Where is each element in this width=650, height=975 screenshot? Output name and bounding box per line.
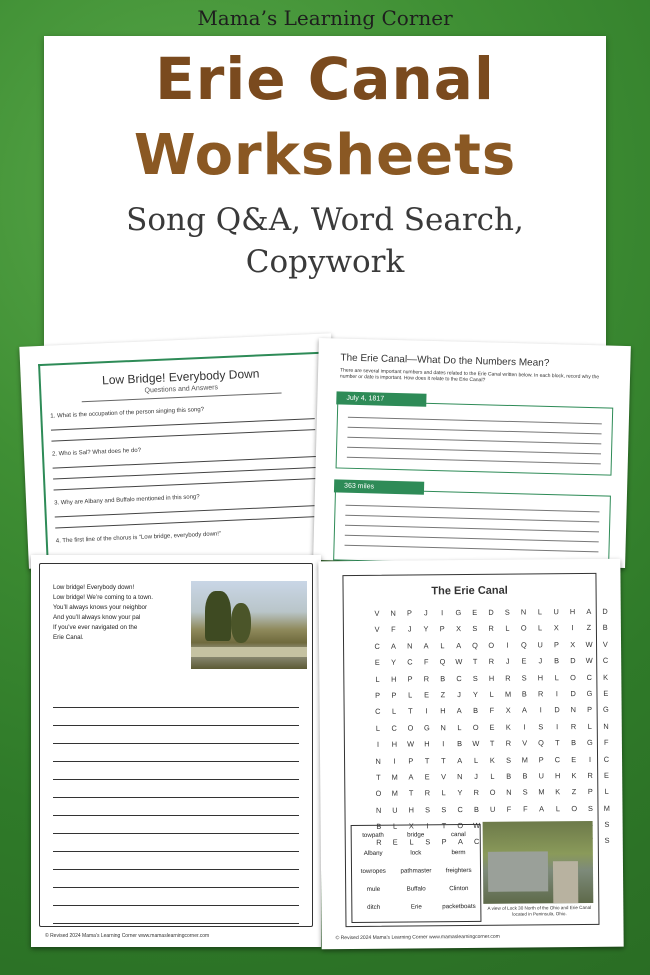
- river-shape: [191, 647, 307, 657]
- grid-letter: I: [441, 608, 444, 618]
- grid-letter: G: [423, 723, 430, 733]
- grid-letter: J: [457, 690, 462, 700]
- grid-letter: F: [423, 657, 429, 667]
- grid-letter: J: [505, 656, 510, 666]
- grid-letter: D: [570, 656, 576, 666]
- word-item: towropes: [360, 867, 386, 875]
- answer-line: [53, 467, 317, 480]
- grid-letter: H: [440, 706, 446, 716]
- qa-question-3: 3. Why are Albany and Buffalo mentioned in this song?: [54, 494, 200, 507]
- grid-letter: M: [538, 787, 545, 797]
- grid-letter: B: [440, 673, 446, 683]
- grid-letter: L: [409, 837, 414, 848]
- grid-letter: G: [586, 738, 593, 748]
- grid-letter: I: [442, 739, 445, 749]
- word-item: towpath: [362, 831, 384, 839]
- grid-letter: P: [375, 690, 381, 700]
- word-item: canal: [450, 830, 466, 838]
- subtitle-line-2: Copywork: [245, 243, 405, 280]
- number-box: [336, 394, 614, 475]
- grid-letter: E: [603, 770, 609, 780]
- grid-letter: N: [375, 756, 381, 766]
- grid-letter: E: [374, 657, 380, 668]
- grid-letter: R: [473, 788, 479, 798]
- copywork-worksheet-preview: [31, 555, 321, 947]
- answer-line: [51, 429, 315, 442]
- grid-letter: X: [570, 639, 576, 649]
- grid-letter: D: [554, 705, 560, 715]
- grid-letter: O: [375, 789, 382, 799]
- grid-letter: I: [393, 756, 396, 766]
- grid-letter: M: [521, 755, 528, 765]
- answer-line: [53, 456, 317, 469]
- grid-letter: V: [374, 625, 380, 635]
- grid-letter: S: [472, 673, 478, 683]
- grid-letter: L: [555, 803, 560, 813]
- word-item: pathmaster: [400, 866, 432, 875]
- writing-line: [53, 780, 299, 798]
- subtitle-line-1: Song Q&A, Word Search,: [126, 202, 524, 238]
- grid-letter: F: [523, 804, 528, 814]
- grid-letter: L: [441, 788, 446, 798]
- writing-line: [53, 762, 299, 780]
- writing-line: [53, 870, 299, 888]
- grid-letter: T: [472, 657, 478, 667]
- grid-letter: A: [408, 772, 414, 782]
- grid-letter: S: [504, 607, 510, 617]
- grid-letter: L: [375, 674, 380, 684]
- grid-letter: A: [539, 804, 545, 814]
- grid-letter: E: [521, 656, 527, 666]
- grid-letter: O: [520, 623, 527, 633]
- grid-letter: S: [521, 673, 527, 683]
- grid-letter: I: [556, 721, 559, 731]
- grid-letter: B: [602, 623, 608, 633]
- grid-letter: C: [457, 804, 463, 814]
- grid-letter: I: [555, 689, 558, 699]
- grid-letter: L: [473, 755, 479, 765]
- grid-letter: C: [374, 641, 380, 651]
- poem-line: Low bridge! We’re coming to a town.: [53, 594, 153, 601]
- grid-letter: E: [489, 722, 495, 732]
- lock-wall-shape: [488, 851, 548, 892]
- copywork-lines: [53, 690, 299, 924]
- number-tag: July 4, 1817: [336, 391, 426, 406]
- word-item: ditch: [367, 903, 381, 911]
- grid-letter: Z: [440, 690, 446, 700]
- writing-line: [53, 834, 299, 852]
- grid-letter: N: [603, 721, 609, 731]
- grid-letter: J: [474, 771, 479, 781]
- grid-letter: R: [537, 689, 544, 699]
- grid-letter: L: [408, 690, 413, 700]
- grid-letter: S: [604, 819, 610, 829]
- grid-letter: C: [473, 837, 480, 847]
- word-item: freighters: [445, 866, 472, 874]
- grid-letter: L: [490, 771, 495, 781]
- grid-letter: E: [392, 838, 398, 848]
- grid-letter: D: [602, 606, 608, 616]
- grid-letter: L: [587, 721, 592, 731]
- grid-letter: M: [504, 689, 512, 699]
- grid-letter: U: [392, 805, 398, 815]
- grid-letter: P: [406, 608, 413, 618]
- grid-letter: H: [424, 739, 430, 749]
- tree-shape: [205, 591, 231, 641]
- title-line-2: Worksheets: [133, 123, 517, 188]
- grid-letter: I: [506, 640, 509, 650]
- grid-letter: G: [586, 688, 593, 698]
- grid-letter: F: [489, 706, 495, 716]
- grid-letter: J: [423, 608, 428, 618]
- letter-grid: [369, 607, 616, 855]
- grid-letter: M: [391, 772, 398, 782]
- grid-letter: H: [554, 771, 561, 781]
- grid-letter: A: [456, 640, 462, 650]
- grid-letter: X: [553, 623, 559, 633]
- grid-letter: O: [571, 803, 578, 813]
- grid-letter: P: [538, 754, 544, 764]
- tree-shape: [231, 603, 251, 643]
- grid-letter: N: [506, 787, 512, 797]
- grid-letter: Y: [391, 657, 397, 667]
- grid-letter: C: [586, 672, 593, 682]
- grid-letter: T: [441, 755, 446, 765]
- grid-letter: B: [554, 656, 560, 666]
- poem-line: Erie Canal.: [53, 634, 84, 641]
- grid-letter: L: [537, 623, 543, 633]
- grid-letter: W: [407, 739, 415, 749]
- grid-letter: A: [456, 706, 462, 716]
- grid-letter: T: [376, 772, 381, 782]
- grid-letter: C: [391, 723, 397, 733]
- grid-letter: Q: [538, 738, 544, 748]
- brand-name: Mama’s Learning Corner: [197, 6, 453, 30]
- wordsearch-title: The Erie Canal: [431, 584, 508, 598]
- grid-letter: I: [376, 739, 380, 749]
- answer-line: [55, 505, 319, 518]
- grid-letter: M: [603, 803, 610, 813]
- grid-letter: E: [424, 772, 430, 782]
- grid-letter: N: [390, 608, 396, 618]
- grid-letter: E: [424, 690, 430, 700]
- grid-letter: F: [506, 804, 512, 814]
- grid-letter: V: [522, 738, 528, 748]
- grid-letter: L: [489, 689, 494, 699]
- path-shape: [553, 861, 578, 903]
- grid-letter: W: [455, 657, 463, 667]
- word-item: Erie: [410, 902, 422, 911]
- writing-line: [53, 888, 299, 906]
- grid-letter: G: [455, 608, 462, 618]
- grid-letter: P: [391, 690, 397, 700]
- grid-letter: Q: [472, 640, 478, 650]
- writing-line: [53, 852, 299, 870]
- grid-letter: Z: [586, 623, 592, 633]
- grid-letter: B: [376, 821, 382, 831]
- grid-letter: K: [571, 770, 577, 781]
- grid-letter: E: [472, 607, 478, 617]
- grid-letter: O: [407, 723, 414, 733]
- grid-letter: C: [407, 657, 413, 667]
- grid-letter: L: [440, 641, 445, 651]
- grid-letter: S: [425, 805, 431, 815]
- grid-letter: I: [571, 623, 574, 633]
- grid-letter: A: [521, 705, 527, 715]
- grid-letter: X: [408, 821, 414, 831]
- grid-letter: A: [457, 755, 463, 765]
- grid-letter: O: [472, 722, 479, 732]
- grid-letter: H: [391, 739, 398, 749]
- qa-question-4: 4. The first line of the chorus is “Low bridge, everybody down!”: [55, 531, 222, 545]
- writing-line: [53, 744, 299, 762]
- grid-letter: U: [553, 607, 559, 617]
- qa-title: Low Bridge! Everybody Down: [101, 366, 260, 388]
- grid-letter: B: [522, 771, 528, 781]
- grid-letter: T: [555, 738, 560, 748]
- grid-letter: D: [570, 689, 576, 699]
- wordsearch-footer: © Revised 2024 Mama’s Learning Corner www.mamaslearningcorner.com: [335, 933, 500, 942]
- grid-letter: L: [392, 821, 398, 831]
- answer-line: [54, 478, 318, 491]
- grid-letter: K: [555, 787, 561, 797]
- grid-letter: O: [488, 640, 495, 650]
- qa-worksheet-preview: [19, 333, 340, 568]
- grid-letter: S: [506, 755, 512, 765]
- grid-letter: R: [587, 770, 593, 780]
- grid-letter: N: [407, 641, 413, 651]
- poem-line: If you’ve ever navigated on the: [53, 624, 138, 631]
- grid-letter: X: [456, 624, 462, 634]
- grid-letter: I: [425, 706, 428, 716]
- word-list: [351, 821, 482, 923]
- grid-letter: N: [570, 705, 577, 715]
- grid-letter: K: [603, 672, 609, 682]
- grid-letter: O: [457, 821, 464, 831]
- word-item: lock: [410, 848, 422, 857]
- grid-letter: Q: [439, 657, 446, 667]
- numbers-title: The Erie Canal—What Do the Numbers Mean?: [340, 352, 550, 369]
- grid-letter: R: [570, 721, 577, 731]
- grid-letter: S: [522, 787, 528, 797]
- grid-letter: J: [538, 656, 543, 666]
- grid-letter: Y: [457, 788, 463, 798]
- grid-letter: C: [456, 673, 462, 683]
- grid-letter: S: [538, 722, 544, 732]
- answer-line: [51, 418, 315, 431]
- grid-letter: D: [488, 607, 494, 617]
- grid-letter: K: [489, 755, 495, 765]
- grid-letter: N: [440, 722, 446, 732]
- word-item: Clinton: [449, 884, 469, 892]
- grid-letter: I: [426, 821, 429, 831]
- word-row: [352, 843, 480, 862]
- grid-letter: S: [441, 804, 447, 814]
- grid-letter: V: [602, 639, 608, 649]
- grid-letter: M: [391, 788, 398, 798]
- grid-letter: L: [537, 607, 542, 617]
- grid-letter: T: [424, 755, 430, 765]
- writing-line: [53, 816, 299, 834]
- grid-letter: C: [603, 754, 610, 764]
- subtitle: [44, 200, 606, 284]
- grid-letter: H: [408, 805, 414, 815]
- grid-letter: B: [571, 738, 577, 748]
- grid-letter: I: [523, 722, 526, 732]
- grid-letter: F: [391, 625, 396, 635]
- writing-line: [53, 690, 299, 708]
- numbers-description: There are several important numbers and dates related to the Erie Canal written below. In each block, record why the number or date is important. How does it relate to the Erie Canal?: [339, 367, 600, 384]
- grid-letter: W: [473, 821, 481, 831]
- grid-letter: H: [569, 607, 576, 617]
- word-row: [352, 879, 480, 898]
- grid-letter: T: [441, 821, 447, 831]
- poem-line: Low bridge! Everybody down!: [53, 584, 135, 591]
- word-row: [352, 897, 480, 916]
- qa-question-1: 1. What is the occupation of the person singing this song?: [50, 406, 205, 420]
- number-tag: 363 miles: [334, 479, 424, 494]
- grid-letter: W: [472, 739, 480, 749]
- grid-letter: A: [457, 837, 463, 847]
- grid-letter: O: [489, 788, 496, 798]
- grid-letter: C: [554, 754, 561, 764]
- grid-letter: A: [586, 606, 592, 616]
- grid-letter: L: [391, 706, 397, 717]
- grid-letter: R: [423, 673, 430, 683]
- grid-letter: P: [439, 624, 445, 634]
- writing-line: [53, 708, 299, 726]
- copywork-poem: [53, 583, 153, 643]
- grid-letter: L: [554, 672, 559, 682]
- title-line-1: Erie Canal: [155, 45, 495, 113]
- word-item: Albany: [363, 849, 383, 857]
- word-item: Buffalo: [406, 884, 426, 893]
- grid-letter: S: [587, 803, 593, 813]
- grid-letter: R: [488, 624, 494, 634]
- grid-letter: A: [423, 641, 429, 651]
- grid-letter: S: [425, 837, 431, 847]
- grid-letter: N: [457, 771, 463, 782]
- grid-letter: B: [457, 739, 463, 749]
- photo-caption: A view of Lock 30 North of the Ohio and Erie Canal located in Peninsula, Ohio.: [487, 904, 592, 917]
- grid-letter: S: [604, 836, 610, 846]
- grid-letter: E: [571, 754, 577, 764]
- grid-letter: N: [520, 607, 527, 617]
- grid-letter: O: [570, 672, 576, 682]
- grid-letter: L: [604, 787, 609, 797]
- grid-letter: H: [488, 673, 495, 683]
- grid-letter: P: [553, 640, 559, 650]
- poem-line: And you’ll always know your pal: [53, 614, 141, 621]
- word-item: packetboats: [442, 902, 476, 910]
- copywork-footer: © Revised 2024 Mama’s Learning Corner www.mamaslearningcorner.com: [45, 933, 210, 939]
- grid-letter: B: [473, 706, 479, 716]
- grid-letter: Q: [520, 640, 527, 650]
- word-item: berm: [451, 848, 466, 856]
- grid-letter: Z: [571, 787, 577, 797]
- grid-letter: B: [473, 804, 479, 814]
- grid-letter: E: [603, 688, 609, 698]
- grid-letter: T: [489, 738, 495, 748]
- grid-letter: C: [375, 707, 381, 717]
- grid-letter: P: [408, 756, 414, 766]
- grid-letter: Y: [423, 624, 429, 634]
- grid-letter: P: [587, 705, 593, 715]
- grid-letter: J: [407, 624, 412, 634]
- grid-letter: V: [374, 608, 380, 618]
- grid-letter: I: [588, 754, 592, 764]
- grid-letter: K: [505, 722, 511, 732]
- answer-line: [55, 516, 319, 529]
- grid-letter: L: [375, 723, 381, 733]
- grid-letter: F: [603, 737, 609, 747]
- grid-letter: W: [585, 656, 593, 666]
- grid-letter: R: [505, 673, 511, 683]
- grid-letter: B: [521, 689, 527, 699]
- wordsearch-worksheet-preview: [318, 559, 623, 950]
- grid-letter: N: [375, 805, 382, 815]
- numbers-worksheet-preview: [313, 338, 631, 568]
- word-item: bridge: [407, 830, 425, 839]
- writing-line: [53, 798, 299, 816]
- grid-letter: R: [488, 656, 495, 667]
- grid-letter: Y: [472, 689, 478, 699]
- grid-letter: L: [505, 624, 510, 634]
- grid-letter: B: [506, 771, 512, 781]
- qa-subtitle: Questions and Answers: [81, 382, 281, 403]
- grid-letter: R: [424, 788, 431, 798]
- lock-photo-image: [483, 821, 594, 904]
- word-row: [352, 861, 480, 880]
- grid-letter: U: [537, 640, 543, 650]
- grid-letter: V: [441, 772, 447, 782]
- title-card: [44, 36, 606, 351]
- grid-letter: U: [489, 804, 496, 814]
- grid-letter: I: [539, 705, 542, 715]
- word-item: mule: [366, 885, 381, 893]
- grid-letter: G: [603, 705, 609, 715]
- qa-question-2: 2. Who is Sal? What does he do?: [51, 447, 142, 458]
- grid-letter: S: [472, 624, 478, 634]
- grid-letter: P: [587, 787, 593, 797]
- grid-letter: W: [585, 639, 593, 649]
- grid-letter: A: [390, 641, 396, 651]
- grid-letter: C: [602, 655, 609, 666]
- writing-line: [53, 726, 299, 744]
- grid-letter: L: [457, 722, 462, 732]
- grid-letter: H: [537, 672, 544, 682]
- poem-line: You’ll always knows your neighbor: [53, 604, 148, 611]
- writing-line: [53, 906, 299, 924]
- grid-letter: H: [391, 674, 397, 684]
- grid-letter: X: [505, 705, 511, 716]
- grid-letter: U: [538, 771, 545, 781]
- canal-painting-image: [191, 581, 307, 669]
- grid-letter: P: [441, 837, 447, 847]
- grid-letter: T: [408, 788, 414, 798]
- grid-letter: R: [505, 738, 512, 748]
- grid-letter: T: [408, 706, 413, 716]
- grid-letter: R: [376, 838, 382, 848]
- word-row: [352, 825, 480, 847]
- qa-border: [38, 352, 331, 568]
- grid-letter: P: [407, 674, 413, 684]
- number-box: [333, 482, 611, 567]
